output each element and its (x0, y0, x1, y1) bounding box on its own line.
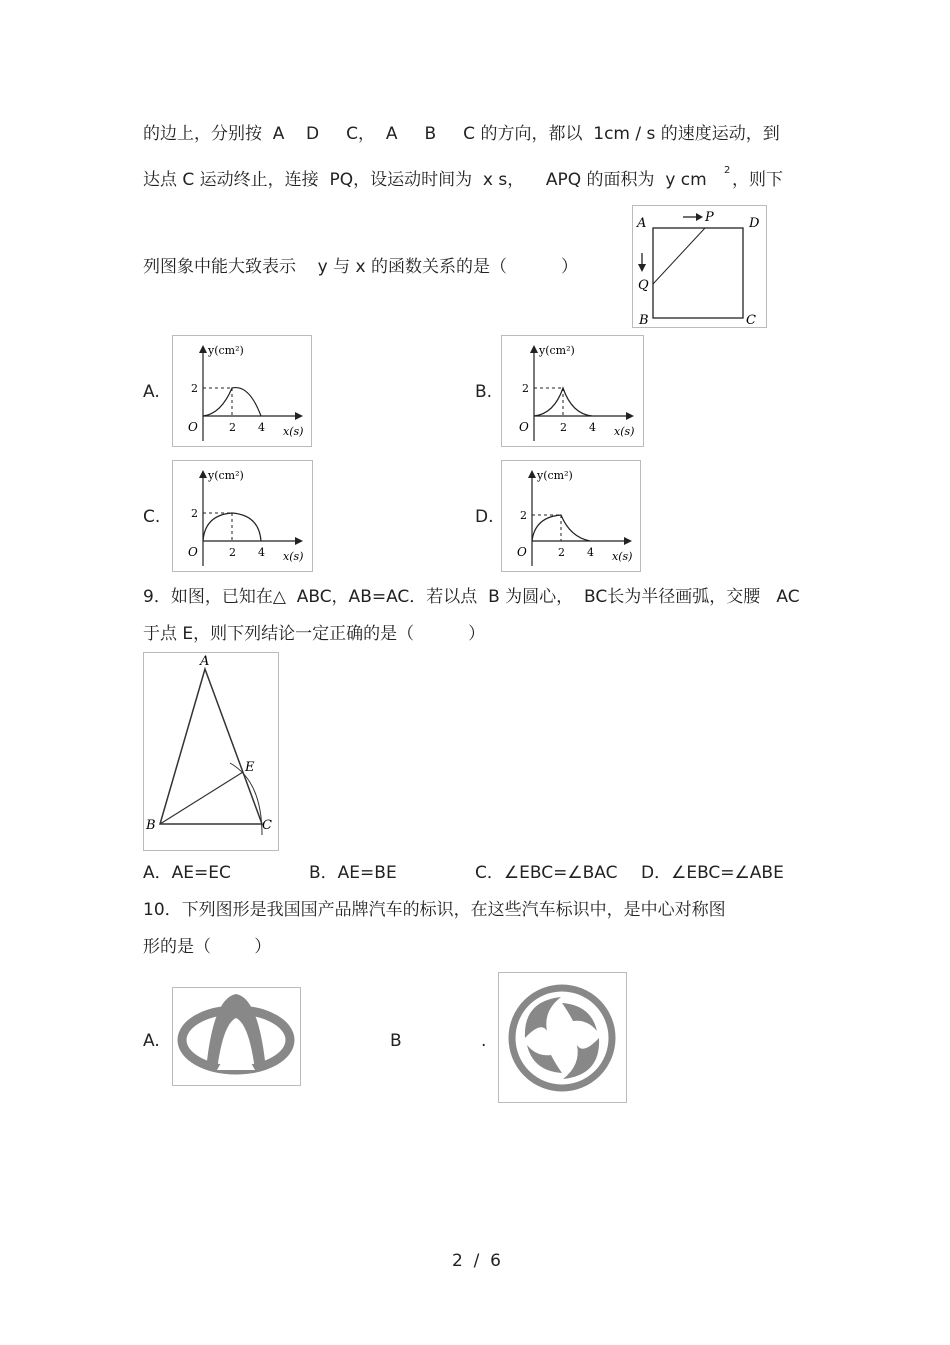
graph-d-xlabel: x(s) (612, 550, 633, 563)
q10-line2: 形的是（ ） (143, 937, 272, 957)
label-B: B (639, 313, 649, 327)
q9-line2: 于点 E，则下列结论一定正确的是（ ） (143, 624, 486, 644)
graph-a-ylabel: y(cm²) (208, 344, 244, 357)
graph-b-svg (502, 336, 643, 446)
label-Q: Q (638, 278, 649, 293)
graph-d-ylabel: y(cm²) (537, 469, 573, 482)
tri-label-E: E (245, 760, 255, 775)
q9-line1: 9．如图，已知在△ ABC，AB=AC．若以点 B 为圆心， BC长为半径画弧，交腰 AC (143, 587, 800, 607)
tri-label-A: A (200, 654, 210, 669)
graph-c-origin: O (188, 545, 198, 559)
graph-a-x2: 2 (229, 421, 236, 434)
graph-d-x4: 4 (587, 546, 594, 559)
graph-d-x2: 2 (558, 546, 565, 559)
graph-a-origin: O (188, 420, 198, 434)
q8-line1: 的边上，分别按 A D C， A B C 的方向，都以 1cm / s 的速度运动，到 (143, 124, 780, 144)
graph-d (501, 460, 641, 572)
graph-b-x4: 4 (589, 421, 596, 434)
q9-option-d: D．∠EBC=∠ABE (641, 863, 784, 883)
graph-c-x2: 2 (229, 546, 236, 559)
graph-b-xlabel: x(s) (614, 425, 635, 438)
graph-a-y2: 2 (191, 382, 198, 395)
graph-a (172, 335, 312, 447)
tri-label-B: B (146, 818, 156, 833)
square-svg (633, 206, 766, 327)
q8-option-a-label: A. (143, 382, 160, 402)
graph-b (501, 335, 644, 447)
square-figure (632, 205, 767, 328)
q8-option-b-label: B. (475, 382, 493, 402)
graph-b-ylabel: y(cm²) (539, 344, 575, 357)
q9-option-b: B．AE=BE (309, 863, 397, 883)
tri-label-C: C (262, 818, 272, 833)
label-A: A (637, 216, 647, 231)
q8-option-d-label: D. (475, 507, 494, 527)
graph-d-y2: 2 (520, 509, 527, 522)
graph-d-origin: O (517, 545, 527, 559)
q10-option-a-label: A. (143, 1031, 160, 1051)
graph-a-xlabel: x(s) (283, 425, 304, 438)
q9-option-a: A．AE=EC (143, 863, 231, 883)
graph-a-svg (173, 336, 311, 446)
graph-c-x4: 4 (258, 546, 265, 559)
graph-c-svg (173, 461, 312, 571)
graph-a-x4: 4 (258, 421, 265, 434)
graph-c (172, 460, 313, 572)
graph-b-x2: 2 (560, 421, 567, 434)
graph-b-origin: O (519, 420, 529, 434)
graph-d-svg (502, 461, 640, 571)
page-number: 2 / 6 (452, 1251, 501, 1271)
graph-c-y2: 2 (191, 507, 198, 520)
triangle-svg (144, 653, 278, 850)
graph-c-ylabel: y(cm²) (208, 469, 244, 482)
label-P: P (705, 210, 714, 225)
q10-option-b-label: B (390, 1031, 402, 1051)
label-D: D (749, 216, 760, 231)
q8-line2: 达点 C 运动终止，连接 PQ，设运动时间为 x s， APQ 的面积为 y cm (143, 170, 707, 190)
triangle-figure (143, 652, 279, 851)
logo-b-svg (499, 973, 626, 1102)
q8-line2-end: ，则下 (732, 170, 783, 190)
q9-option-c: C．∠EBC=∠BAC (475, 863, 618, 883)
logo-b (498, 972, 627, 1103)
q8-line2-sup: 2 (724, 165, 731, 176)
logo-a (172, 987, 301, 1086)
q8-line3: 列图象中能大致表示 y 与 x 的函数关系的是（ ） (143, 257, 578, 277)
logo-a-svg (173, 988, 300, 1085)
graph-c-xlabel: x(s) (283, 550, 304, 563)
graph-b-y2: 2 (522, 382, 529, 395)
q10-option-b-dot: . (481, 1031, 487, 1051)
label-C: C (746, 313, 756, 327)
q10-line1: 10．下列图形是我国国产品牌汽车的标识，在这些汽车标识中，是中心对称图 (143, 900, 726, 920)
q8-option-c-label: C. (143, 507, 161, 527)
